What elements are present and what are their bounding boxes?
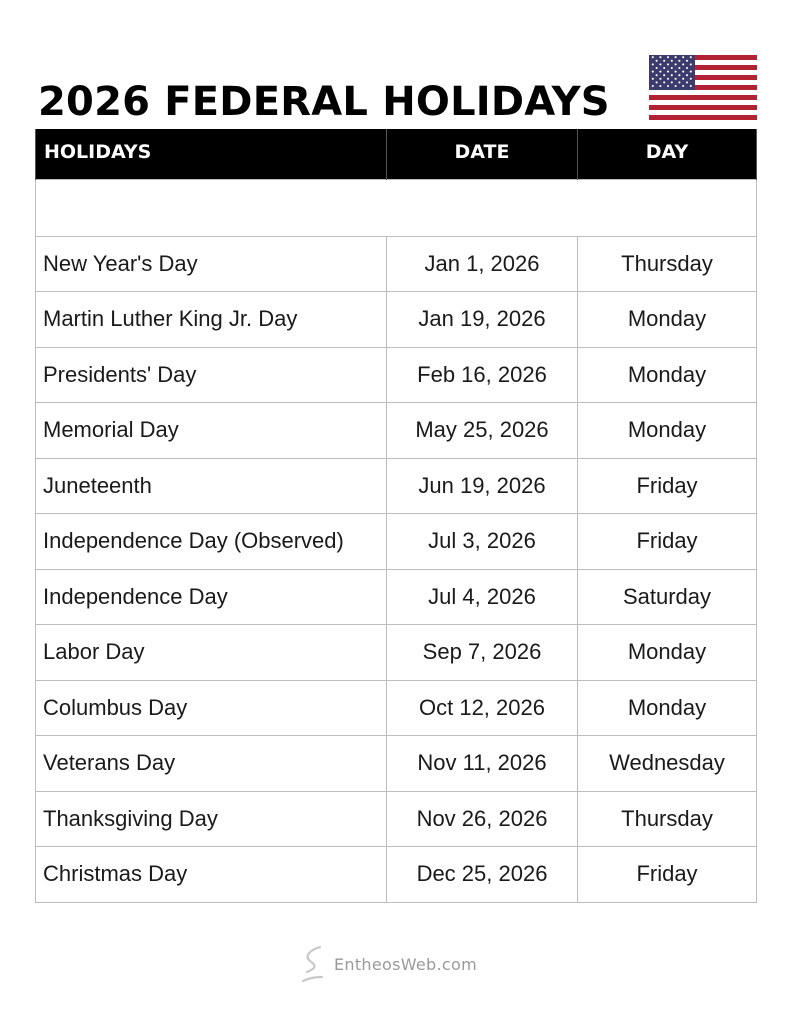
holiday-day-cell: Friday	[578, 847, 757, 903]
column-header-date: DATE	[387, 129, 578, 179]
empty-cell	[36, 179, 757, 236]
holiday-name-cell: Martin Luther King Jr. Day	[36, 292, 387, 348]
holiday-day-cell: Friday	[578, 458, 757, 514]
table-row	[36, 791, 757, 847]
holiday-date-cell: Feb 16, 2026	[387, 347, 578, 403]
holiday-name-cell: Veterans Day	[36, 736, 387, 792]
holiday-date-cell: Jan 19, 2026	[387, 292, 578, 348]
holiday-day-cell: Friday	[578, 514, 757, 570]
holiday-day-cell: Monday	[578, 625, 757, 681]
table-row	[36, 625, 757, 681]
holiday-day-cell: Saturday	[578, 569, 757, 625]
holiday-day-cell: Thursday	[578, 791, 757, 847]
table-header-row	[36, 129, 757, 179]
column-header-holidays: HOLIDAYS	[36, 129, 387, 179]
holiday-day-cell: Monday	[578, 680, 757, 736]
holiday-date-cell: Oct 12, 2026	[387, 680, 578, 736]
footer	[300, 944, 477, 984]
holiday-name-cell: Christmas Day	[36, 847, 387, 903]
holiday-date-cell: Nov 11, 2026	[387, 736, 578, 792]
entheosweb-logo-icon	[300, 944, 326, 984]
empty-row	[36, 179, 757, 236]
holiday-name-cell: Juneteenth	[36, 458, 387, 514]
us-flag-icon	[649, 55, 757, 120]
holiday-date-cell: Jun 19, 2026	[387, 458, 578, 514]
holiday-name-cell: New Year's Day	[36, 236, 387, 292]
table-row	[36, 736, 757, 792]
holiday-name-cell: Labor Day	[36, 625, 387, 681]
holiday-date-cell: Jul 4, 2026	[387, 569, 578, 625]
page-title: 2026 FEDERAL HOLIDAYS	[38, 79, 610, 125]
table-row	[36, 680, 757, 736]
table-row	[36, 847, 757, 903]
holiday-date-cell: May 25, 2026	[387, 403, 578, 459]
holiday-name-cell: Independence Day (Observed)	[36, 514, 387, 570]
holiday-name-cell: Memorial Day	[36, 403, 387, 459]
holidays-table	[35, 129, 757, 903]
holiday-date-cell: Dec 25, 2026	[387, 847, 578, 903]
table-row	[36, 347, 757, 403]
column-header-day: DAY	[578, 129, 757, 179]
holiday-date-cell: Jul 3, 2026	[387, 514, 578, 570]
table-row	[36, 403, 757, 459]
table-row	[36, 514, 757, 570]
holiday-date-cell: Sep 7, 2026	[387, 625, 578, 681]
holiday-day-cell: Wednesday	[578, 736, 757, 792]
holiday-day-cell: Monday	[578, 403, 757, 459]
table-row	[36, 236, 757, 292]
holiday-day-cell: Monday	[578, 292, 757, 348]
footer-website-text: EntheosWeb.com	[334, 954, 477, 974]
table-row	[36, 569, 757, 625]
holiday-name-cell: Independence Day	[36, 569, 387, 625]
holiday-name-cell: Thanksgiving Day	[36, 791, 387, 847]
holiday-name-cell: Columbus Day	[36, 680, 387, 736]
holiday-date-cell: Nov 26, 2026	[387, 791, 578, 847]
holiday-day-cell: Monday	[578, 347, 757, 403]
holiday-day-cell: Thursday	[578, 236, 757, 292]
table-row	[36, 292, 757, 348]
holiday-date-cell: Jan 1, 2026	[387, 236, 578, 292]
table-row	[36, 458, 757, 514]
holiday-name-cell: Presidents' Day	[36, 347, 387, 403]
